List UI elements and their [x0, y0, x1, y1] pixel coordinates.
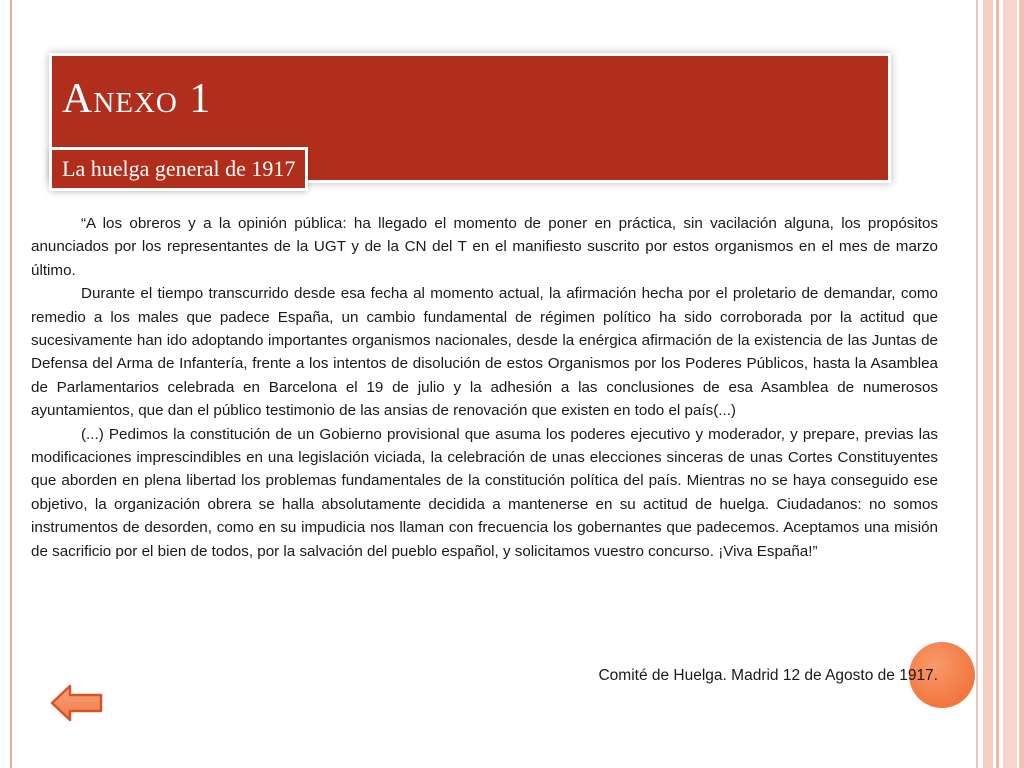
back-button[interactable] — [50, 683, 104, 723]
body-text — [31, 212, 938, 563]
left-arrow-icon — [50, 683, 104, 723]
slide-subtitle: La huelga general de 1917 — [62, 156, 296, 181]
left-border-line — [10, 0, 12, 768]
right-stripe — [1019, 0, 1024, 768]
paragraph: Durante el tiempo transcurrido desde esa fecha al momento actual, la afirmación hecha por el proletario de demandar, como remedio a los males que padece España, un cambio fundamental de régimen político ha sido corroborada por la actitud que sucesivamente han ido adoptando importantes organismos nacionales, desde la enérgica afirmación de la existencia de las Juntas de Defensa del Arma de Infantería, frente a los intentos de disolución de estos Organismos por los Poderes Públicos, hasta la Asamblea de Parlamentarios celebrada en Barcelona el 19 de julio y la adhesión a las conclusiones de esa Asamblea de numerosos ayuntamientos, que dan el público testimonio de las ansias de renovación que existen en todo el país(...) — [31, 285, 938, 420]
right-stripe — [1003, 0, 1017, 768]
right-stripe — [996, 0, 999, 768]
paragraph: (...) Pedimos la constitución de un Gobierno provisional que asuma los poderes ejecutivo y moderador, y prepare, previas las modificaciones imprescindibles en una legislación viciada, la celebración de unas elecciones sinceras de unas Cortes Constituyentes que aborden en plena libertad los problemas fundamentales de la constitución política del país. Mientras no se haya conseguido ese objetivo, la organización obrera se halla absolutamente decidida a mantenerse en su actitud de huelga. Ciudadanos: no somos instrumentos de desorden, como en su impudicia nos llaman con frecuencia los gobernantes que padecemos. Aceptamos una misión de sacrificio por el bien de todos, por la salvación del pueblo español, y solicitamos vuestro concurso. ¡Viva España!” — [31, 425, 938, 560]
subtitle-banner — [52, 150, 305, 188]
paragraph: “A los obreros y a la opinión pública: ha llegado el momento de poner en práctica, sin vacilación alguna, los propósitos anunciados por los representantes de la UGT y de la CN del T en el manifiesto suscrito por estos organismos en el mes de marzo último. — [31, 215, 938, 279]
slide-title: Anexo 1 — [62, 76, 212, 122]
right-stripe — [983, 0, 993, 768]
right-stripe — [976, 0, 978, 768]
signature: Comité de Huelga. Madrid 12 de Agosto de 1917. — [598, 667, 938, 684]
